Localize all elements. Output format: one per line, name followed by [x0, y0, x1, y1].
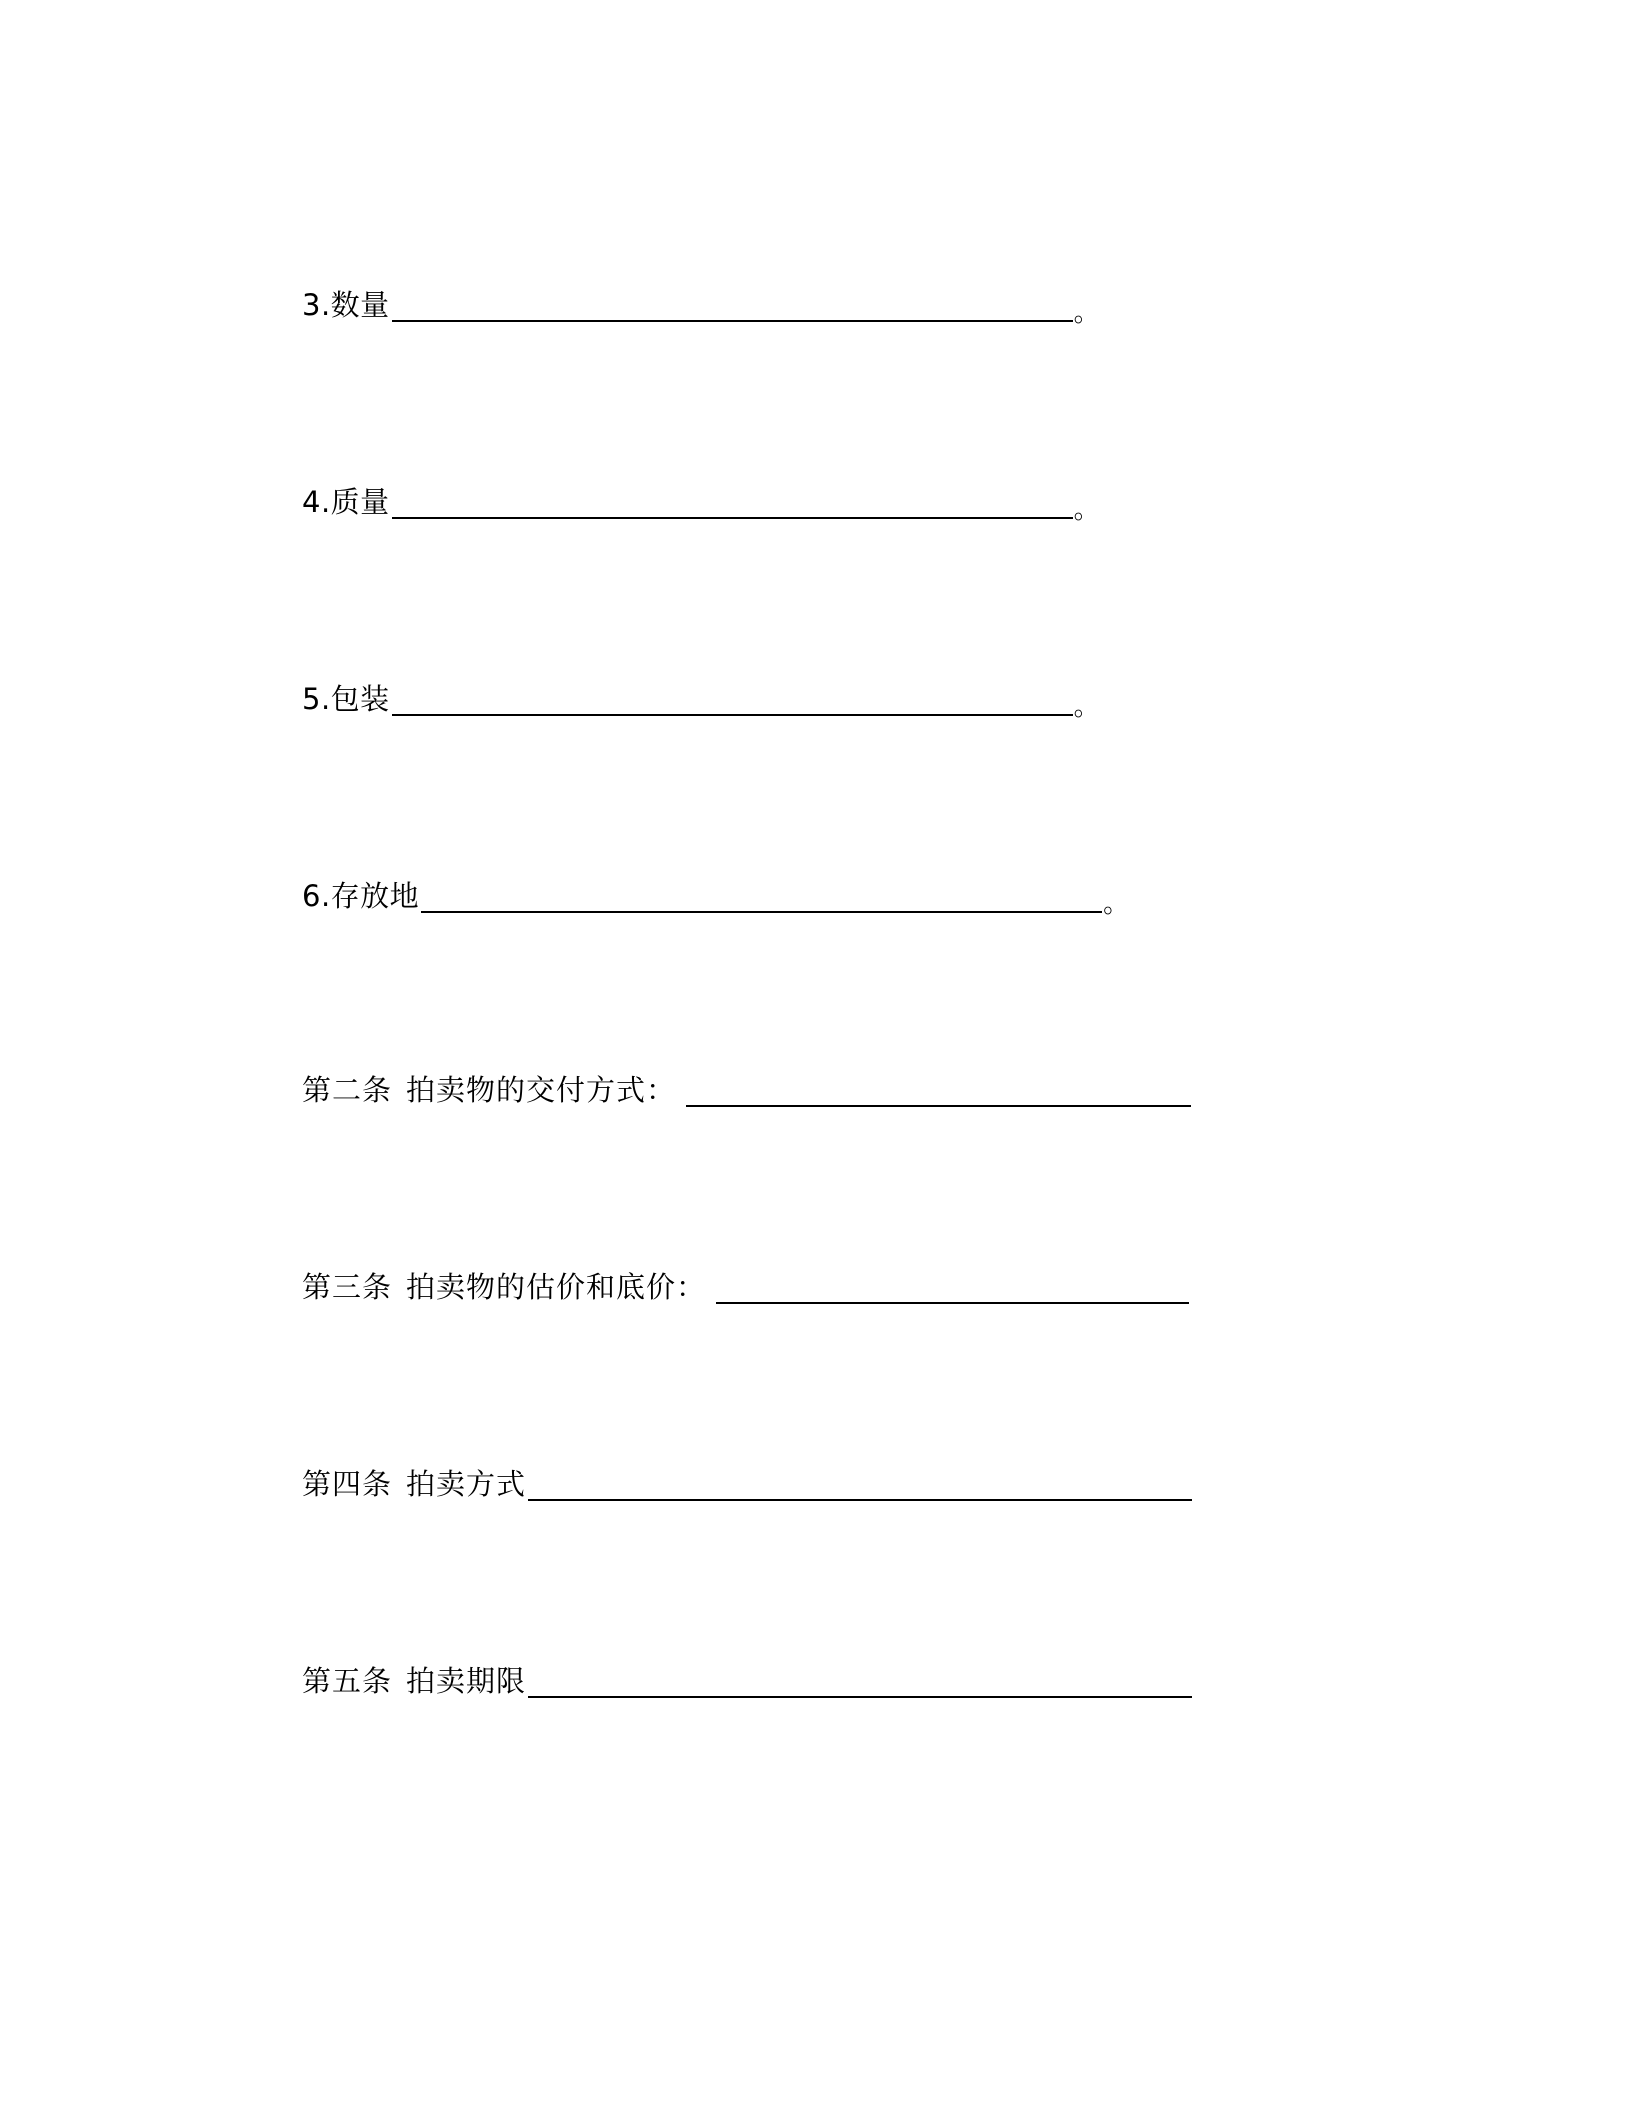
- article-4: [302, 1457, 1192, 1501]
- article-5-number: 第五条: [302, 1664, 393, 1698]
- article-3-blank[interactable]: [716, 1270, 1189, 1304]
- article-3-title: 拍卖物的估价和底价：: [406, 1270, 707, 1304]
- article-5-blank[interactable]: [528, 1664, 1192, 1698]
- item-storage-location-label: 6.存放地: [302, 879, 420, 913]
- article-2-blank[interactable]: [686, 1073, 1191, 1107]
- item-packaging-period: 。: [1073, 692, 1100, 722]
- article-2-title: 拍卖物的交付方式：: [406, 1073, 677, 1107]
- item-quantity-blank[interactable]: [392, 288, 1073, 322]
- item-quantity: [302, 278, 1100, 328]
- item-packaging-blank[interactable]: [392, 682, 1073, 716]
- article-2: [302, 1063, 1191, 1107]
- item-quality-period: 。: [1073, 495, 1100, 525]
- item-packaging-label: 5.包装: [302, 682, 390, 716]
- item-packaging: [302, 672, 1100, 722]
- item-quality: [302, 475, 1100, 525]
- item-storage-location-period: 。: [1103, 889, 1130, 919]
- item-quality-label: 4.质量: [302, 485, 390, 519]
- item-storage-location-blank[interactable]: [421, 879, 1102, 913]
- item-quantity-label: 3.数量: [302, 288, 390, 322]
- article-4-number: 第四条: [302, 1467, 393, 1501]
- article-5-title: 拍卖期限: [406, 1664, 527, 1698]
- item-storage-location: [302, 869, 1130, 919]
- article-4-title: 拍卖方式: [406, 1467, 527, 1501]
- article-5: [302, 1654, 1192, 1698]
- item-quantity-period: 。: [1073, 298, 1100, 328]
- article-2-number: 第二条: [302, 1073, 393, 1107]
- article-3-number: 第三条: [302, 1270, 393, 1304]
- article-4-blank[interactable]: [528, 1467, 1192, 1501]
- item-quality-blank[interactable]: [392, 485, 1073, 519]
- article-3: [302, 1260, 1189, 1304]
